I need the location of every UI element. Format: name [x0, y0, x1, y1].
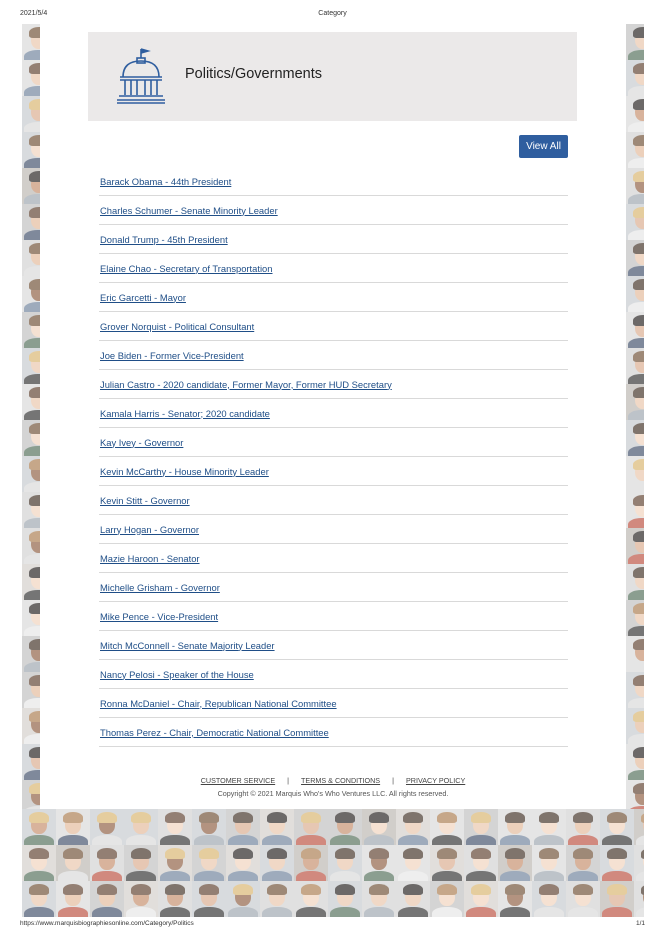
list-item [99, 167, 568, 196]
people-list [99, 167, 568, 747]
customer-service-link[interactable]: CUSTOMER SERVICE [200, 776, 276, 785]
footer-separator: | [392, 776, 394, 785]
list-item [99, 486, 568, 515]
footer-separator: | [287, 776, 290, 785]
list-item [99, 660, 568, 689]
print-title: Category [318, 10, 347, 17]
person-link[interactable]: Elaine Chao - Secretary of Transportation [100, 262, 273, 274]
faces-background-left [22, 24, 40, 809]
list-item [99, 428, 568, 457]
person-link[interactable]: Mazie Haroon - Senator [100, 552, 200, 564]
category-title: Politics/Governments [185, 66, 322, 82]
person-link[interactable]: Kevin Stitt - Governor [100, 494, 190, 506]
main-panel [40, 24, 626, 809]
person-link[interactable]: Kamala Harris - Senator; 2020 candidate [100, 407, 270, 419]
person-link[interactable]: Thomas Perez - Chair, Democratic National Committee [100, 726, 329, 738]
list-item [99, 283, 568, 312]
person-link[interactable]: Kevin McCarthy - House Minority Leader [100, 465, 269, 477]
list-item [99, 370, 568, 399]
person-link[interactable]: Julian Castro - 2020 candidate, Former Mayor, Former HUD Secretary [100, 378, 392, 390]
copyright-text: Copyright © 2021 Marquis Who's Who Ventures LLC. All rights reserved. [217, 789, 449, 798]
print-page-number: 1/1 [635, 920, 645, 927]
list-item [99, 457, 568, 486]
list-item [99, 341, 568, 370]
terms-link[interactable]: TERMS & CONDITIONS [301, 776, 381, 785]
print-footer [20, 920, 645, 932]
list-item [99, 718, 568, 747]
faces-background-right [626, 24, 644, 809]
person-link[interactable]: Mitch McConnell - Senate Majority Leader [100, 639, 275, 651]
list-item [99, 631, 568, 660]
list-item [99, 196, 568, 225]
capitol-building-icon [115, 47, 167, 107]
person-link[interactable]: Donald Trump - 45th President [100, 233, 228, 245]
print-url: https://www.marquisbiographiesonline.com/Category/Politics [20, 920, 194, 927]
person-link[interactable]: Ronna McDaniel - Chair, Republican National Committee [100, 697, 337, 709]
list-item [99, 515, 568, 544]
person-link[interactable]: Kay Ivey - Governor [100, 436, 184, 448]
person-link[interactable]: Nancy Pelosi - Speaker of the House [100, 668, 254, 680]
person-link[interactable]: Eric Garcetti - Mayor [100, 291, 186, 303]
person-link[interactable]: Grover Norquist - Political Consultant [100, 320, 255, 332]
list-item [99, 602, 568, 631]
person-link[interactable]: Barack Obama - 44th President [100, 175, 232, 187]
person-link[interactable]: Michelle Grisham - Governor [100, 581, 220, 593]
list-item [99, 254, 568, 283]
privacy-link[interactable]: PRIVACY POLICY [405, 776, 466, 785]
list-item [99, 544, 568, 573]
list-item [99, 399, 568, 428]
site-footer [40, 776, 626, 798]
list-item [99, 689, 568, 718]
person-link[interactable]: Joe Biden - Former Vice-President [100, 349, 244, 361]
person-link[interactable]: Larry Hogan - Governor [100, 523, 200, 535]
print-header [20, 10, 645, 22]
category-header [88, 32, 577, 121]
person-link[interactable]: Charles Schumer - Senate Minority Leader [100, 204, 278, 216]
list-item [99, 312, 568, 341]
faces-background-bottom [22, 809, 644, 917]
list-item [99, 573, 568, 602]
print-date: 2021/5/4 [20, 10, 48, 17]
person-link[interactable]: Mike Pence - Vice-President [100, 610, 219, 622]
footer-links [40, 776, 626, 785]
list-item [99, 225, 568, 254]
view-all-button[interactable]: View All [519, 135, 568, 158]
